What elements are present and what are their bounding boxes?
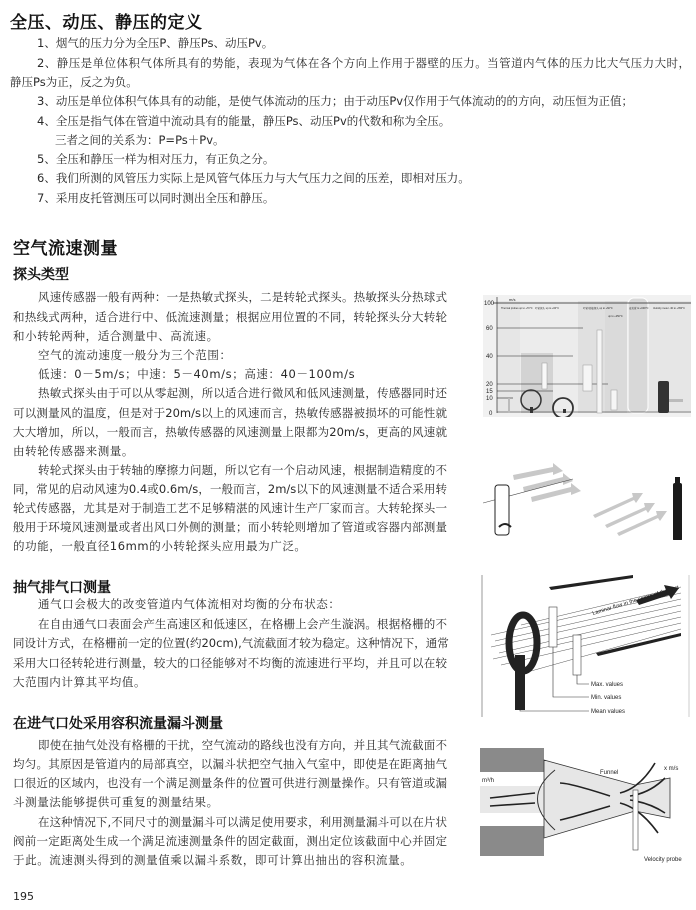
text-line: 般用于环境风速测量或者出风口外侧的测量；而小转轮则增加了管道或容器内部测量	[13, 520, 447, 534]
text-line: 大范围内计算其平均值。	[13, 675, 147, 689]
column-label: up to +250°C	[608, 315, 623, 318]
text-line: 空气的流动速度一般分为三个范围：	[38, 348, 232, 362]
column-label: 叶轮/热敏探头 up to +60°C	[583, 307, 613, 310]
definition-item: 5、全压和静压一样为相对压力，有正负之分。	[37, 152, 275, 166]
text-line: 在这种情况下,不同尺寸的测量漏斗可以满足使用要求，利用测量漏斗可以在片状	[38, 815, 447, 829]
text-line: 斗测量法能够提供可重复的测量结果。	[13, 795, 219, 809]
laminar-flow-label: Laminar flow in the centre of the duct	[591, 584, 680, 617]
text-line: 风速传感器一般有两种：一是热敏式探头，二是转轮式探头。热敏探头分热球式	[38, 290, 447, 304]
subsection-title-intake-funnel: 在进气口处采用容积流量漏斗测量	[13, 716, 223, 732]
text-line: 热敏式探头由于可以从零起测，所以适合进行微风和低风速测量，传感器同时还	[38, 386, 447, 400]
text-line: 大大增加，所以，一般而言，热敏传感器的风速测量上限都为20m/s，更高的风速就	[13, 425, 447, 439]
min-values-label: Min. values	[591, 695, 622, 701]
column-label: 皮托管 to +600°C	[629, 307, 649, 310]
subsection-title-exhaust-vents: 抽气排气口测量	[13, 580, 111, 596]
tick-label: 0	[489, 411, 493, 417]
subsection-title-probe-types: 探头类型	[13, 267, 69, 283]
section-title-pressure-definitions: 全压、动压、静压的定义	[10, 13, 203, 33]
definition-item: 4、全压是指气体在管道中流动具有的能量，静压Ps、动压Pv的代数和称为全压。	[37, 114, 451, 128]
page-number: 195	[13, 890, 34, 903]
text-line: 同，常见的启动风速为0.4或0.6m/s，一般而言，2m/s以下的风速测量不适合采用转	[13, 482, 447, 496]
max-values-label: Max. values	[591, 682, 624, 688]
text-line: 可以测量风的温度，但是对于20m/s以上的风速而言，热敏传感器被损坏的可能性就	[13, 406, 447, 420]
text-line: 阀前一定距离处生成一个满足流速测量条件的固定截面，测出定位该截面中心并固定	[13, 834, 447, 848]
tick-label: 20	[486, 382, 493, 388]
definition-item: 7、采用皮托管测压可以同时测出全压和静压。	[37, 191, 275, 205]
text-line: 转轮式探头由于转轴的摩擦力问题，所以它有一个启动风速，根据制造精度的不	[38, 463, 447, 477]
column-label: 叶轮探头 up to +60°C	[535, 307, 559, 310]
text-line: 同设计方式，在格栅前一定的位置(约20cm),气流截面才较为稳定。这种情况下，通常	[13, 636, 449, 650]
mean-values-label: Mean values	[591, 709, 626, 715]
volume-flow-label: m³/h	[482, 778, 494, 784]
definition-item: 1、烟气的压力分为全压P、静压Ps、动压Pv。	[37, 36, 274, 50]
velocity-ranges: 低速：0－5m/s；中速：5－40m/s；高速：40－100m/s	[38, 367, 356, 381]
column-label: Thermal probes up to +70°C	[501, 307, 533, 310]
text-line: 轮式传感器，尤其是对于制造工艺不足够精湛的风速计生产厂家而言。大转轮探头一	[13, 501, 447, 515]
pressure-formula: 三者之间的关系为：P=Ps＋Pv。	[55, 133, 225, 147]
column-label: Velocity meter -40 to +350°C	[653, 307, 685, 310]
tick-label: 10	[486, 396, 493, 402]
axis-unit: m/s	[509, 297, 516, 302]
text-line: 和热线式两种，适合进行中、低流速测量；根据应用位置的不同，转轮探头分大转轮	[13, 310, 447, 324]
text-line: 和小转轮两种，适合测量中、高流速。	[13, 329, 219, 343]
text-line: 均匀。其原因是管道内的局部真空，以漏斗状把空气抽入气室中，即使是在距离抽气	[13, 757, 447, 771]
text-line: 的功能，一般直径16mm的小转轮探头应用最为广泛。	[13, 539, 307, 553]
funnel-label: Funnel	[600, 770, 619, 776]
flow-arrows-left	[513, 463, 581, 502]
text-line: 于此。流速测头得到的测量值乘以漏斗系数，即可计算出抽出的容积流量。	[13, 853, 413, 867]
text-line: 口很近的区域内，也没有一个满足测量条件的位置可供进行测量操作。只有管道或漏	[13, 776, 447, 790]
text-line: 即使在抽气处没有格栅的干扰，空气流动的路线也没有方向，并且其气流截面不	[38, 738, 447, 752]
definition-item: 6、我们所测的风管压力实际上是风管气体压力与大气压力之间的压差，即相对压力。	[37, 171, 470, 185]
tick-label: 40	[486, 354, 493, 360]
tick-label: 100	[484, 301, 495, 307]
text-line: 采用大口径转轮进行测量，较大的口径能够对不均衡的流速进行平均，并且可以在较	[13, 656, 447, 670]
funnel-figure	[480, 748, 692, 870]
flow-arrows-right	[593, 493, 667, 536]
probe-range-chart-figure	[483, 295, 691, 417]
probe-flow-figure	[483, 445, 691, 540]
definition-item: 3、动压是单位体积气体具有的动能，是使气体流动的压力；由于动压Pv仅作用于气体流动的的方向，动压恒为正值；	[37, 94, 634, 108]
definition-item: 2、静压是单位体积气体所具有的势能，表现为气体在各个方向上作用于器壁的压力。当管道内气体的压力比大气压力大时，	[37, 56, 690, 70]
text-line: 由转轮传感器来测量。	[13, 444, 134, 458]
tick-label: 60	[486, 326, 493, 332]
speed-label: x m/s	[664, 766, 679, 772]
tick-label: 15	[486, 389, 493, 395]
velocity-probe-label: Velocity probe	[644, 857, 682, 863]
definition-item: 静压Ps为正，反之为负。	[10, 75, 138, 89]
section-title-air-velocity: 空气流速测量	[13, 239, 118, 259]
text-line: 在自由通气口表面会产生高速区和低速区，在格栅上会产生漩涡。根据格栅的不	[38, 617, 447, 631]
text-line: 通气口会极大的改变管道内气体流相对均衡的分布状态：	[38, 597, 341, 611]
laminar-flow-figure	[481, 575, 693, 717]
